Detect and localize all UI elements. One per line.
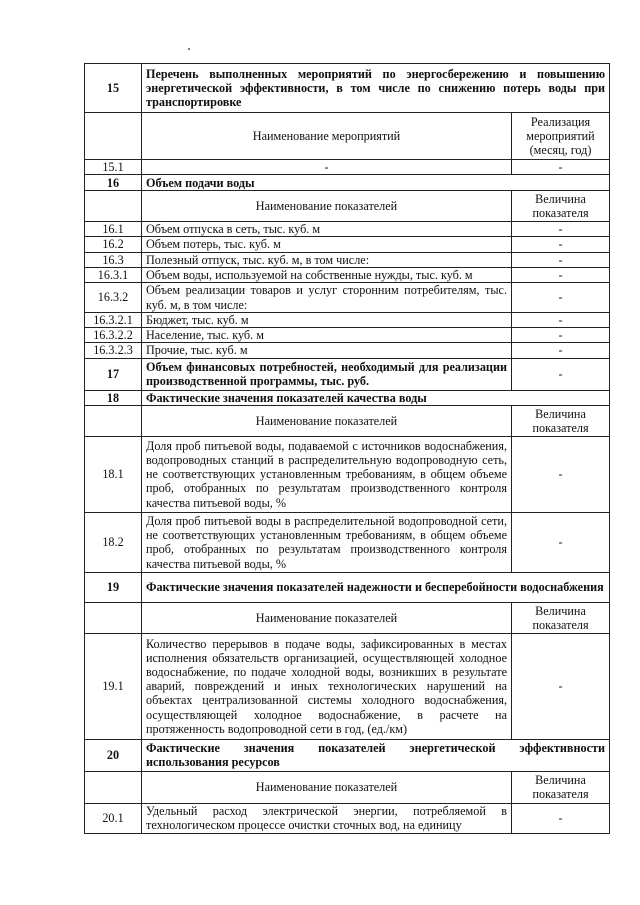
table-header-row <box>85 771 610 803</box>
table-header-row <box>85 113 610 160</box>
section-title: Объем подачи воды <box>142 175 610 191</box>
section-19-row <box>85 572 610 602</box>
table-row: 16.3.2.2 Население, тыс. куб. м - <box>85 328 610 343</box>
section-15-row <box>85 64 610 113</box>
section-title: Фактические значения показателей энергетической эффективности использования ресурсов <box>142 739 610 771</box>
table-header-row <box>85 405 610 436</box>
table-header-row <box>85 602 610 633</box>
table-row: 16.3.2.1 Бюджет, тыс. куб. м - <box>85 313 610 328</box>
table-row: 16.3 Полезный отпуск, тыс. куб. м, в том числе: - <box>85 252 610 267</box>
table-row: 20.1 Удельный расход электрической энергии, потребляемой в технологическом процессе очистки сточных вод, на единицу - <box>85 803 610 833</box>
table-row: 16.3.1 Объем воды, используемой на собственные нужды, тыс. куб. м - <box>85 267 610 282</box>
column-header-value: Величина показателя <box>512 771 610 803</box>
table-row: 19.1 Количество перерывов в подаче воды, зафиксированных в местах исполнения обязательств организацией, осуществляющей холодное водоснабжение, по подаче холодной воды, возникших в результате аварий, повреждений и иных технологических нарушений на объектах централизованной системы холодного водоснабжения, осуществляющей холодное водоснабжение, в расчете на протяженность водопроводной сети в год, (ед./км) - <box>85 633 610 739</box>
column-header-name: Наименование мероприятий <box>142 113 512 160</box>
table-row: 16.3.2.3 Прочие, тыс. куб. м - <box>85 343 610 358</box>
section-title: Объем финансовых потребностей, необходимый для реализации производственной программы, тыс. руб. <box>142 358 512 390</box>
section-number: 15 <box>85 64 142 113</box>
column-header-name: Наименование показателей <box>142 191 512 222</box>
table-row: 16.1 Объем отпуска в сеть, тыс. куб. м - <box>85 222 610 237</box>
scan-speck <box>188 48 190 50</box>
table-row: 16.3.2 Объем реализации товаров и услуг сторонним потребителям, тыс. куб. м, в том числе: - <box>85 283 610 313</box>
production-program-report-table <box>84 63 610 834</box>
table-header-row <box>85 191 610 222</box>
section-title: Перечень выполненных мероприятий по энергосбережению и повышению энергетической эффективности, в том числе по снижению потерь воды при транспортировке <box>142 64 610 113</box>
section-number: 18 <box>85 390 142 405</box>
column-header-name: Наименование показателей <box>142 602 512 633</box>
section-18-row <box>85 390 610 405</box>
section-title: Фактические значения показателей надежности и бесперебойности водоснабжения <box>142 572 610 602</box>
section-17-row: 17 Объем финансовых потребностей, необходимый для реализации производственной программы, тыс. руб. - <box>85 358 610 390</box>
table-row: 15.1 - - <box>85 160 610 175</box>
column-header-value: Величина показателя <box>512 405 610 436</box>
section-number: 17 <box>85 358 142 390</box>
section-number: 19 <box>85 572 142 602</box>
column-header-value: Величина показателя <box>512 191 610 222</box>
section-number: 16 <box>85 175 142 191</box>
table-row: 16.2 Объем потерь, тыс. куб. м - <box>85 237 610 252</box>
table-row: 18.1 Доля проб питьевой воды, подаваемой с источников водоснабжения, водопроводных станций в распределительную водопроводную сеть, не соответствующих установленным требованиям, в общем объеме проб, отобранных по результатам производственного контроля качества питьевой воды, % - <box>85 436 610 512</box>
section-20-row <box>85 739 610 771</box>
column-header-value: Величина показателя <box>512 602 610 633</box>
section-title: Фактические значения показателей качества воды <box>142 390 610 405</box>
section-16-row <box>85 175 610 191</box>
column-header-name: Наименование показателей <box>142 405 512 436</box>
column-header-value: Реализация мероприятий (месяц, год) <box>512 113 610 160</box>
table-row: 18.2 Доля проб питьевой воды в распределительной водопроводной сети, не соответствующих установленным требованиям, в общем объеме проб, отобранных по результатам производственного контроля качества питьевой воды, % - <box>85 512 610 572</box>
section-number: 20 <box>85 739 142 771</box>
column-header-name: Наименование показателей <box>142 771 512 803</box>
